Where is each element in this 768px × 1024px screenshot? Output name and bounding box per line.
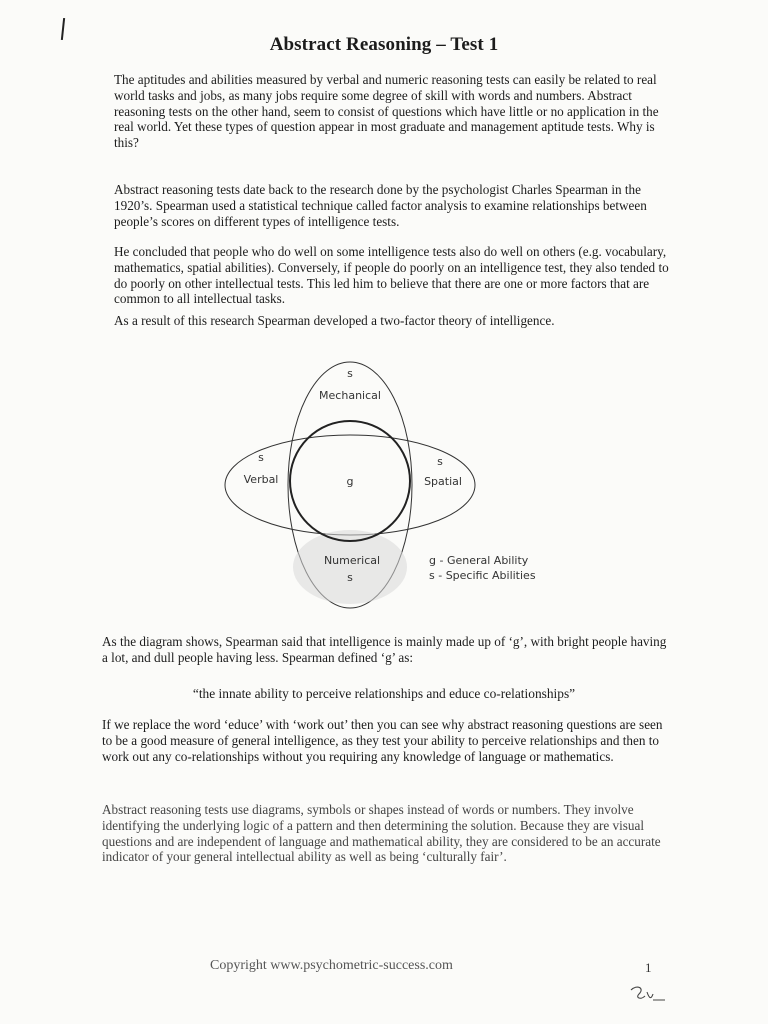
paragraph-conclusion: He concluded that people who do well on some intelligence tests also do well on others (e.g. vocabulary, mathematics, spatial abilities). Conversely, if people do poorly on an intelligence test, they also tended to do poorly on other intellectual tests. This led him to believe that there are one or more factors that are common to all intellectual tasks. bbox=[114, 244, 669, 307]
verbal-s-label: s bbox=[258, 451, 264, 464]
paragraph-two-factor: As a result of this research Spearman developed a two-factor theory of intelligence. bbox=[114, 313, 555, 328]
mechanical-label: Mechanical bbox=[319, 389, 381, 402]
verbal-label: Verbal bbox=[243, 473, 279, 486]
paragraph-diagram-explanation: As the diagram shows, Spearman said that intelligence is mainly made up of ‘g’, with bright people having a lot, and dull people having less. Spearman defined ‘g’ as: bbox=[102, 634, 667, 665]
mechanical-s-label: s bbox=[347, 367, 353, 380]
spatial-label: Spatial bbox=[424, 475, 462, 488]
legend-general-ability: g - General Ability bbox=[429, 554, 529, 567]
paragraph-history: Abstract reasoning tests date back to the research done by the psychologist Charles Spearman in the 1920’s. Spearman used a statistical technique called factor analysis to examine relationships between people’s scores on different types of intelligence tests. bbox=[114, 182, 647, 229]
paragraph-abstract-tests: Abstract reasoning tests use diagrams, symbols or shapes instead of words or numbers. They involve identifying the underlying logic of a pattern and then determining the solution. Because they are visual questions and are independent of language and mathematical ability, they are considered to be an accurate indicator of your general intellectual ability as well as being ‘culturally fair’. bbox=[102, 802, 661, 865]
definition-quote: “the innate ability to perceive relationships and educe co-relationships” bbox=[192, 686, 576, 701]
numerical-label: Numerical bbox=[323, 554, 381, 567]
legend-specific-abilities: s - Specific Abilities bbox=[429, 569, 536, 582]
page-title: Abstract Reasoning – Test 1 bbox=[269, 34, 499, 55]
copyright-footer: Copyright www.psychometric-success.com bbox=[210, 958, 453, 973]
spearman-venn-diagram bbox=[215, 355, 575, 615]
page-number: 1 bbox=[645, 960, 652, 975]
paragraph-intro: The aptitudes and abilities measured by verbal and numeric reasoning tests can easily be related to real world tasks and jobs, as many jobs require some degree of skill with words and numbers. Abstract reasoning tests on the other hand, seem to consist of questions which have little or no application in the real world. Yet these types of question appear in most graduate and management aptitude tests. Why is this? bbox=[114, 72, 659, 151]
handwritten-mark bbox=[625, 982, 673, 1010]
g-label: g bbox=[346, 475, 354, 488]
paragraph-educe: If we replace the word ‘educe’ with ‘work out’ then you can see why abstract reasoning questions are seen to be a good measure of general intelligence, as they test your ability to perceive relationships and then to work out any co-relationships without you requiring any knowledge of language or mathematics. bbox=[102, 717, 663, 764]
spatial-s-label: s bbox=[437, 455, 443, 468]
numerical-s-label: s bbox=[347, 571, 353, 584]
